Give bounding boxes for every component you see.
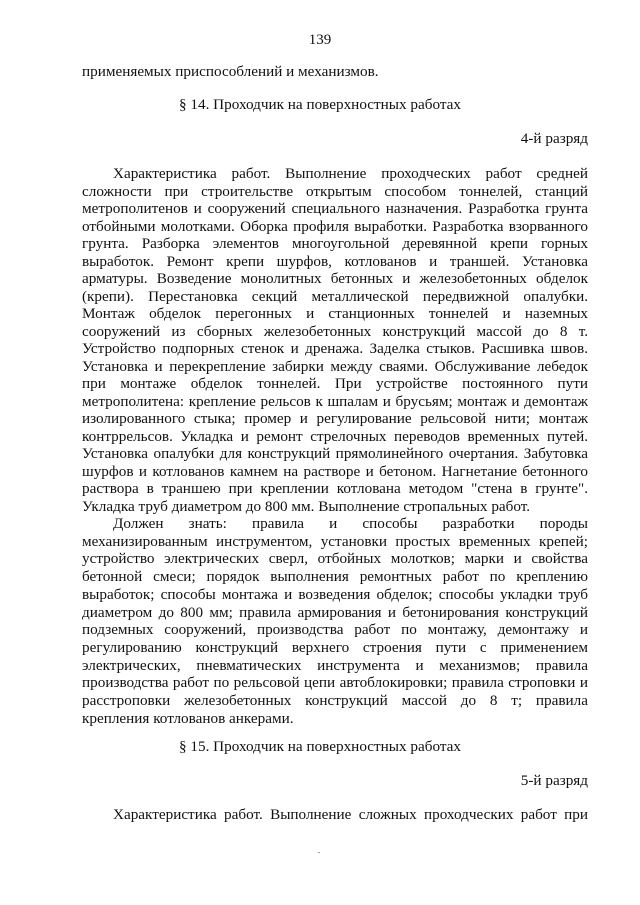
paragraph-line: Установка опалубки для конструкций прямолинейного очертания. Забутовка <box>82 445 588 462</box>
paragraph-line: метрополитена: крепление рельсов к шпалам и брусьям; монтаж и демонтаж <box>82 392 588 410</box>
paragraph-line: выработок. Ремонт крепи шурфов, котлованов и траншей. Установка <box>82 252 588 270</box>
section-14-rank: 4-й разряд <box>520 130 588 147</box>
paragraph-line: арматуры. Возведение монолитных бетонных и железобетонных обделок <box>82 270 588 287</box>
paragraph-line: подземных сооружений, производства работ по монтажу, демонтажу и <box>82 621 588 639</box>
paragraph-line: крепления котлованов анкерами. <box>82 709 294 727</box>
paragraph-line: Установка и перекрепление забирки между сваями. Обслуживание лебедок <box>82 357 588 375</box>
paragraph-line: отбойными молотками. Оборка профиля выработки. Разработка взорванного <box>82 217 588 235</box>
paragraph-line: Монтаж обделок перегонных и станционных тоннелей и наземных <box>82 305 588 322</box>
paragraph-line: (крепи). Перестановка секций металлической передвижной опалубки. <box>82 287 588 305</box>
paragraph-line: изолированного стыка; промер и регулирование рельсовой нити; монтаж <box>82 410 588 427</box>
continuation-line: применяемых приспособлений и механизмов. <box>82 63 379 80</box>
page-number: 139 <box>308 32 332 48</box>
paragraph-line: выработок; способы монтажа и возведения обделок; способы укладки труб <box>82 585 588 603</box>
paragraph-line: диаметром до 800 мм; правила армирования и бетонирования конструкций <box>82 603 588 621</box>
paragraph-line: электрических, пневматических инструмента и механизмов; правила <box>82 656 588 674</box>
paragraph-line: раствора в траншею при креплении котлована методом "стена в грунте". <box>82 480 588 497</box>
paragraph-line: механизированным инструментом, установки простых временных крепей; <box>82 532 588 550</box>
paragraph-line: устройство электрических сверл, отбойных молотков; марки и свойства <box>82 550 588 568</box>
paragraph-line: регулированию конструкций верхнего строения пути с применением <box>82 638 588 656</box>
paragraph-line: при монтаже обделок тоннелей. При устройстве постоянного пути <box>82 375 588 392</box>
paragraph-line: Должен знать: правила и способы разработки породы <box>113 515 588 532</box>
scan-speck <box>318 852 320 853</box>
paragraph-line: Характеристика работ. Выполнение сложных проходческих работ при <box>113 806 588 823</box>
paragraph-line: Характеристика работ. Выполнение проходческих работ средней <box>113 165 588 182</box>
section-15-rank: 5-й разряд <box>520 772 588 789</box>
paragraph-line: расстроповки железобетонных конструкций массой до 8 т; правила <box>82 692 588 709</box>
paragraph-line: Устройство подпорных стенок и дренажа. Заделка стыков. Расшивка швов. <box>82 340 588 357</box>
paragraph-line: грунта. Разборка элементов многоугольной деревянной крепи горных <box>82 235 588 252</box>
paragraph-line: сооружений из сборных железобетонных конструкций массой до 8 т. <box>82 322 588 340</box>
section-15-title: § 15. Проходчик на поверхностных работах <box>179 738 461 755</box>
paragraph-line: шурфов и котлованов камнем на растворе и бетоном. Нагнетание бетонного <box>82 462 588 480</box>
paragraph-line: сложности при строительстве открытым способом тоннелей, станций <box>82 182 588 200</box>
section-14-title: § 14. Проходчик на поверхностных работах <box>179 96 461 113</box>
paragraph-line: метрополитенов и сооружений специального назначения. Разработка грунта <box>82 200 588 217</box>
paragraph-line: контррельсов. Укладка и ремонт стрелочных переводов временных путей. <box>82 427 588 445</box>
paragraph-line: Укладка труб диаметром до 800 мм. Выполнение стропальных работ. <box>82 497 531 515</box>
paragraph-line: производства работ по рельсовой цепи автоблокировки; правила строповки и <box>82 674 588 692</box>
paragraph-line: бетонной смеси; порядок выполнения ремонтных работ по креплению <box>82 568 588 586</box>
